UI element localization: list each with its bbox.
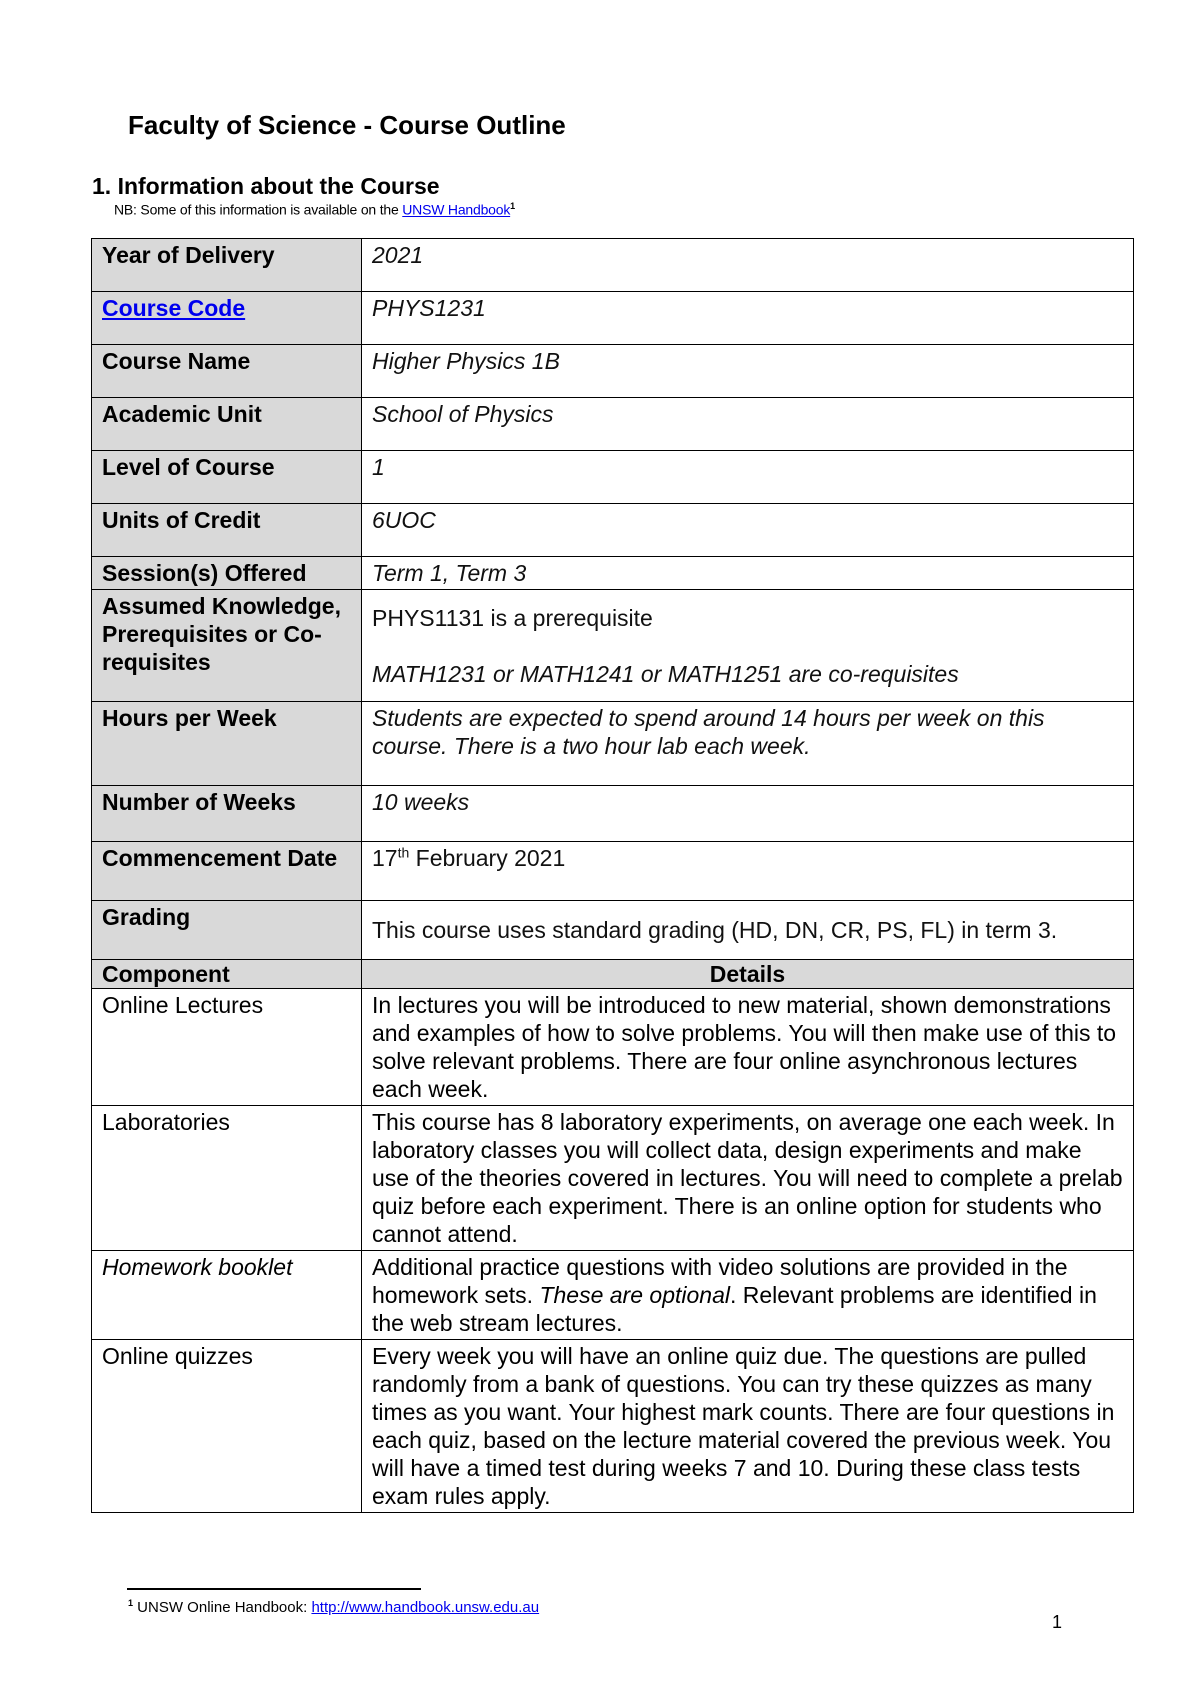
footnote-text: UNSW Online Handbook: <box>133 1599 312 1616</box>
table-row <box>92 901 1134 960</box>
course-code-link[interactable]: Course Code <box>102 295 246 321</box>
table-row <box>92 1251 1134 1340</box>
table-row <box>92 345 1134 398</box>
row-label-course-name: Course Name <box>92 345 362 398</box>
table-row <box>92 239 1134 292</box>
document-title: Faculty of Science - Course Outline <box>128 110 566 140</box>
row-label-year: Year of Delivery <box>92 239 362 292</box>
ordinal-suffix: th <box>397 844 410 861</box>
components-header-row <box>92 960 1134 989</box>
footnote <box>128 1598 539 1616</box>
row-label-hours: Hours per Week <box>92 702 362 786</box>
table-row <box>92 989 1134 1106</box>
homework-text-end: . Relevant problems are identified in the web stream lectures. <box>372 1282 1097 1336</box>
table-row <box>92 842 1134 901</box>
row-label-level: Level of Course <box>92 451 362 504</box>
details-online-lectures: In lectures you will be introduced to new material, shown demonstrations and examples of how to solve problems. You will then make use of this to solve relevant problems. There are four online asynchronous lectures each week. <box>362 989 1134 1106</box>
table-row <box>92 702 1134 786</box>
course-info-table <box>91 238 1134 1513</box>
details-column-header: Details <box>362 960 1134 989</box>
homework-optional-text: These are optional <box>539 1282 730 1308</box>
row-label-units-of-credit: Units of Credit <box>92 504 362 557</box>
component-online-quizzes: Online quizzes <box>92 1340 362 1513</box>
row-label-weeks: Number of Weeks <box>92 786 362 842</box>
footnote-mark: 1 <box>128 1598 134 1608</box>
row-value-grading: This course uses standard grading (HD, DN, CR, PS, FL) in term 3. <box>362 901 1134 960</box>
row-label-academic-unit: Academic Unit <box>92 398 362 451</box>
homework-text-start: Additional practice questions with video solutions are provided in the homework sets. <box>372 1254 1068 1308</box>
row-value-year: 2021 <box>362 239 1134 292</box>
handbook-url-link[interactable]: http://www.handbook.unsw.edu.au <box>311 1599 540 1616</box>
row-label-commencement: Commencement Date <box>92 842 362 901</box>
table-row <box>92 451 1134 504</box>
table-row <box>92 398 1134 451</box>
component-homework-booklet: Homework booklet <box>92 1251 362 1340</box>
page-number: 1 <box>1052 1612 1063 1632</box>
nb-note <box>114 201 515 218</box>
row-value-academic-unit: School of Physics <box>362 398 1134 451</box>
row-label-sessions: Session(s) Offered <box>92 557 362 590</box>
section-heading: 1. Information about the Course <box>92 173 440 199</box>
row-label-prerequisites: Assumed Knowledge, Prerequisites or Co-requisites <box>92 590 362 702</box>
table-row <box>92 590 1134 702</box>
details-laboratories: This course has 8 laboratory experiments, on average one each week. In laboratory classes you will collect data, design experiments and make use of the theories covered in lectures. You will need to complete a prelab quiz before each experiment. There is an online option for students who cannot attend. <box>362 1106 1134 1251</box>
footnote-reference: 1 <box>510 201 515 211</box>
row-value-hours: Students are expected to spend around 14 hours per week on this course. There is a two hour lab each week. <box>362 702 1134 786</box>
table-row <box>92 786 1134 842</box>
details-online-quizzes: Every week you will have an online quiz due. The questions are pulled randomly from a bank of questions. You can try these quizzes as many times as you want. Your highest mark counts. There are four questions in each quiz, based on the lecture material covered the previous week. You will have a timed test during weeks 7 and 10. During these class tests exam rules apply. <box>362 1340 1134 1513</box>
row-label-grading: Grading <box>92 901 362 960</box>
commencement-month-year: February 2021 <box>409 845 566 871</box>
row-value-commencement <box>362 842 1134 901</box>
unsw-handbook-link[interactable]: UNSW Handbook <box>402 201 511 218</box>
row-value-course-code: PHYS1231 <box>362 292 1134 345</box>
table-row <box>92 292 1134 345</box>
row-label-course-code <box>92 292 362 345</box>
table-row <box>92 1340 1134 1513</box>
table-row <box>92 504 1134 557</box>
row-value-course-name: Higher Physics 1B <box>362 345 1134 398</box>
row-value-level: 1 <box>362 451 1134 504</box>
component-online-lectures: Online Lectures <box>92 989 362 1106</box>
table-row <box>92 557 1134 590</box>
component-column-header: Component <box>92 960 362 989</box>
details-homework-booklet <box>362 1251 1134 1340</box>
corequisite-text: MATH1231 or MATH1241 or MATH1251 are co-requisites <box>372 660 959 687</box>
table-row <box>92 1106 1134 1251</box>
row-value-units-of-credit: 6UOC <box>362 504 1134 557</box>
commencement-day: 17 <box>372 845 398 871</box>
nb-note-text: NB: Some of this information is available on the <box>114 201 403 218</box>
prerequisite-text: PHYS1131 is a prerequisite <box>372 604 653 631</box>
row-value-weeks: 10 weeks <box>362 786 1134 842</box>
row-value-prerequisites <box>362 590 1134 702</box>
row-value-sessions: Term 1, Term 3 <box>362 557 1134 590</box>
component-laboratories: Laboratories <box>92 1106 362 1251</box>
footnote-separator <box>127 1588 421 1590</box>
